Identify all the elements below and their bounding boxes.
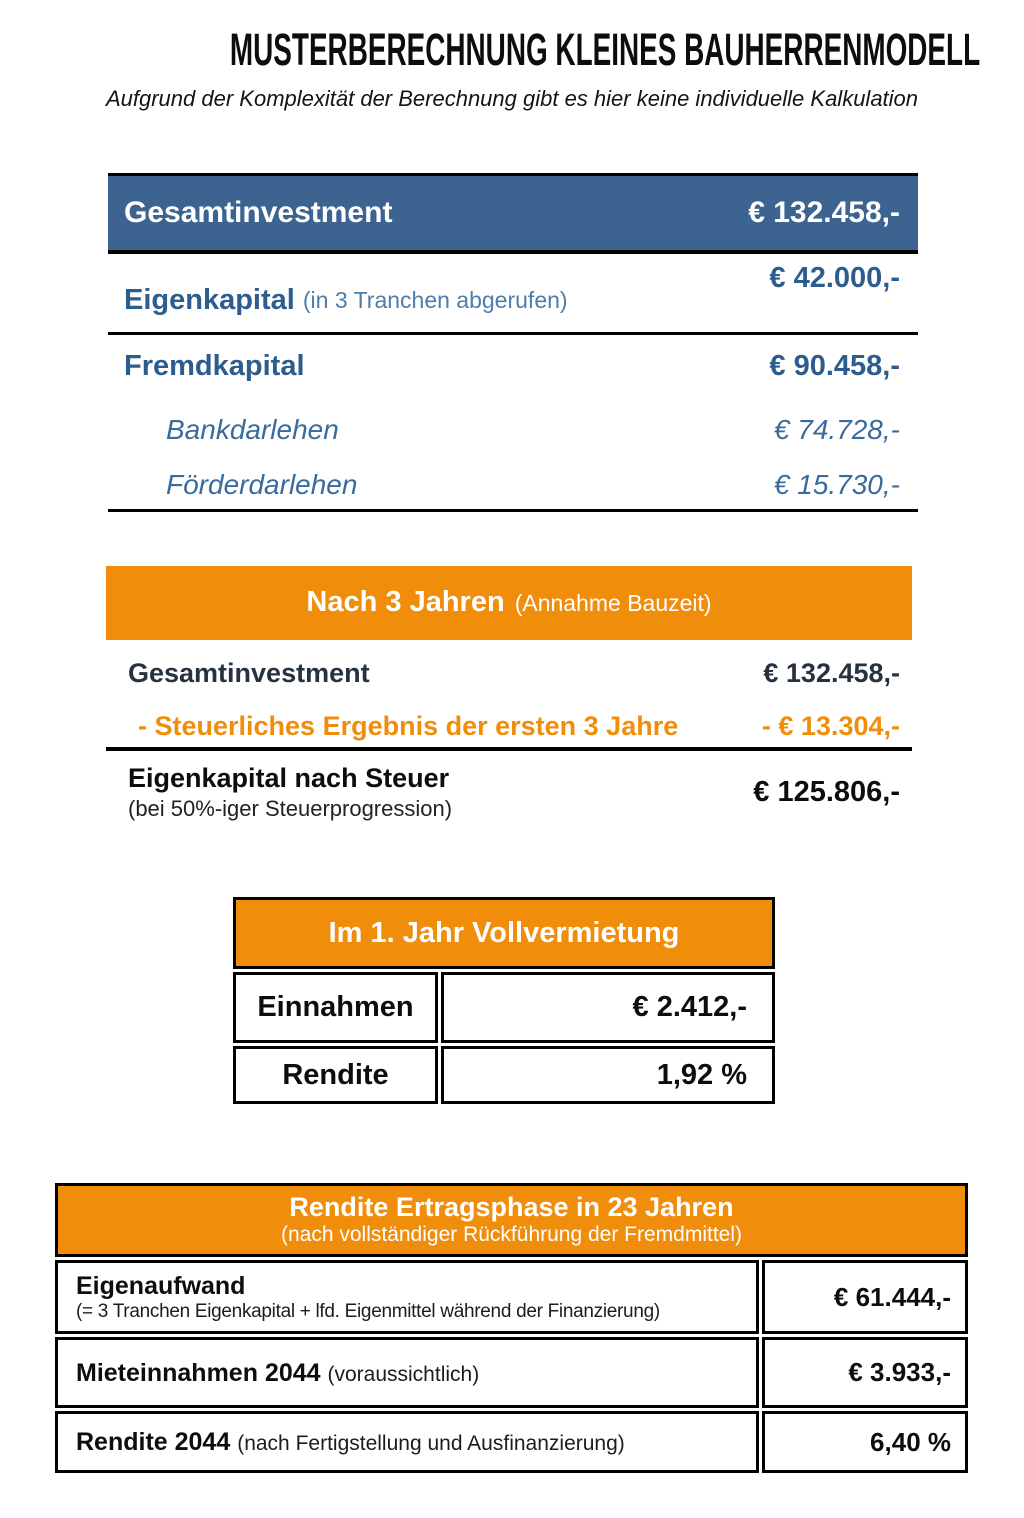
row-mieteinnahmen-label: [55, 1337, 759, 1408]
row-steuerliches-ergebnis: [106, 706, 912, 751]
row-rendite-2044-label: [55, 1411, 759, 1473]
investment-table: [108, 173, 918, 512]
investment-header-value: € 132.458,-: [748, 196, 900, 229]
row-foerderdarlehen-label: Förderdarlehen: [166, 469, 358, 500]
first-year-header: Im 1. Jahr Vollvermietung: [233, 897, 775, 969]
row-einnahmen-value: € 2.412,-: [441, 972, 775, 1043]
rendite-2044-label-line: [76, 1427, 625, 1457]
steuerliches-ergebnis-label: - Steuerliches Ergebnis der ersten 3 Jahre: [138, 711, 679, 741]
after-3-years-table: [106, 566, 912, 836]
yield-phase-table: [55, 1183, 968, 1473]
yield-phase-title-note: (nach vollständiger Rückführung der Fremdmittel): [280, 1223, 743, 1247]
row-bankdarlehen-value: € 74.728,-: [773, 413, 900, 445]
row-gesamtinvestment-nach3: [106, 640, 912, 706]
yield-phase-title: Rendite Ertragsphase in 23 Jahren: [289, 1192, 734, 1223]
row-foerderdarlehen: [108, 461, 918, 512]
mieteinnahmen-label-text: Mieteinnahmen 2044: [76, 1358, 321, 1387]
yield-phase-header: [55, 1183, 968, 1257]
gesamtinvestment-nach3-value: € 132.458,-: [763, 657, 900, 688]
row-einnahmen-label: Einnahmen: [233, 972, 438, 1043]
eigenaufwand-note: (= 3 Tranchen Eigenkapital + lfd. Eigenmittel während der Finanzierung): [76, 1300, 660, 1322]
row-eigenaufwand-value: € 61.444,-: [762, 1260, 968, 1334]
page-title-text: MUSTERBERECHNUNG KLEINES BAUHERRENMODELL: [229, 24, 981, 75]
eigenkapital-note: (in 3 Tranchen abgerufen): [302, 286, 568, 313]
row-eigenkapital-value: € 42.000,-: [769, 262, 900, 294]
eigenaufwand-label-text: Eigenaufwand: [76, 1271, 246, 1300]
after-3-years-title: Nach 3 Jahren: [306, 586, 505, 618]
investment-header-label: Gesamtinvestment: [124, 196, 393, 229]
row-mieteinnahmen-value: € 3.933,-: [762, 1337, 968, 1408]
eigenkapital-nach-steuer-value: € 125.806,-: [753, 776, 900, 808]
row-fremdkapital-label: Fremdkapital: [124, 350, 305, 382]
page-title: [0, 26, 1024, 73]
row-eigenkapital: [108, 254, 918, 335]
mieteinnahmen-label-line: [76, 1358, 479, 1388]
first-year-grid: [233, 972, 775, 1104]
row-rendite-label: Rendite: [233, 1046, 438, 1104]
yield-phase-grid: [55, 1260, 968, 1473]
rendite-2044-label-text: Rendite 2044: [76, 1428, 231, 1456]
mieteinnahmen-note: (voraussichtlich): [327, 1362, 480, 1386]
steuerliches-ergebnis-value: - € 13.304,-: [761, 711, 900, 741]
investment-header-row: [108, 173, 918, 254]
eigenkapital-nach-steuer-labelblock: [128, 763, 452, 822]
row-eigenkapital-nach-steuer: [106, 751, 912, 836]
after-3-years-header: [106, 566, 912, 640]
row-bankdarlehen-label: Bankdarlehen: [166, 413, 339, 445]
eigenkapital-nach-steuer-label: Eigenkapital nach Steuer: [128, 763, 450, 793]
first-year-table: [233, 897, 775, 1104]
rendite-2044-note: (nach Fertigstellung und Ausfinanzierung): [237, 1432, 625, 1455]
row-fremdkapital: [108, 335, 918, 398]
eigenkapital-nach-steuer-note: (bei 50%-iger Steuerprogression): [128, 796, 453, 821]
row-eigenaufwand-label: [55, 1260, 759, 1334]
eigenkapital-label-text: Eigenkapital: [124, 283, 295, 316]
row-foerderdarlehen-value: € 15.730,-: [773, 469, 900, 500]
page-subtitle: Aufgrund der Komplexität der Berechnung gibt es hier keine individuelle Kalkulation: [105, 86, 919, 111]
after-3-years-title-note: (Annahme Bauzeit): [514, 590, 712, 616]
row-rendite-2044-value: 6,40 %: [762, 1411, 968, 1473]
gesamtinvestment-nach3-label: Gesamtinvestment: [128, 657, 370, 688]
row-bankdarlehen: [108, 398, 918, 461]
row-eigenkapital-label: [124, 268, 568, 332]
row-fremdkapital-value: € 90.458,-: [769, 350, 900, 382]
row-rendite-value: 1,92 %: [441, 1046, 775, 1104]
